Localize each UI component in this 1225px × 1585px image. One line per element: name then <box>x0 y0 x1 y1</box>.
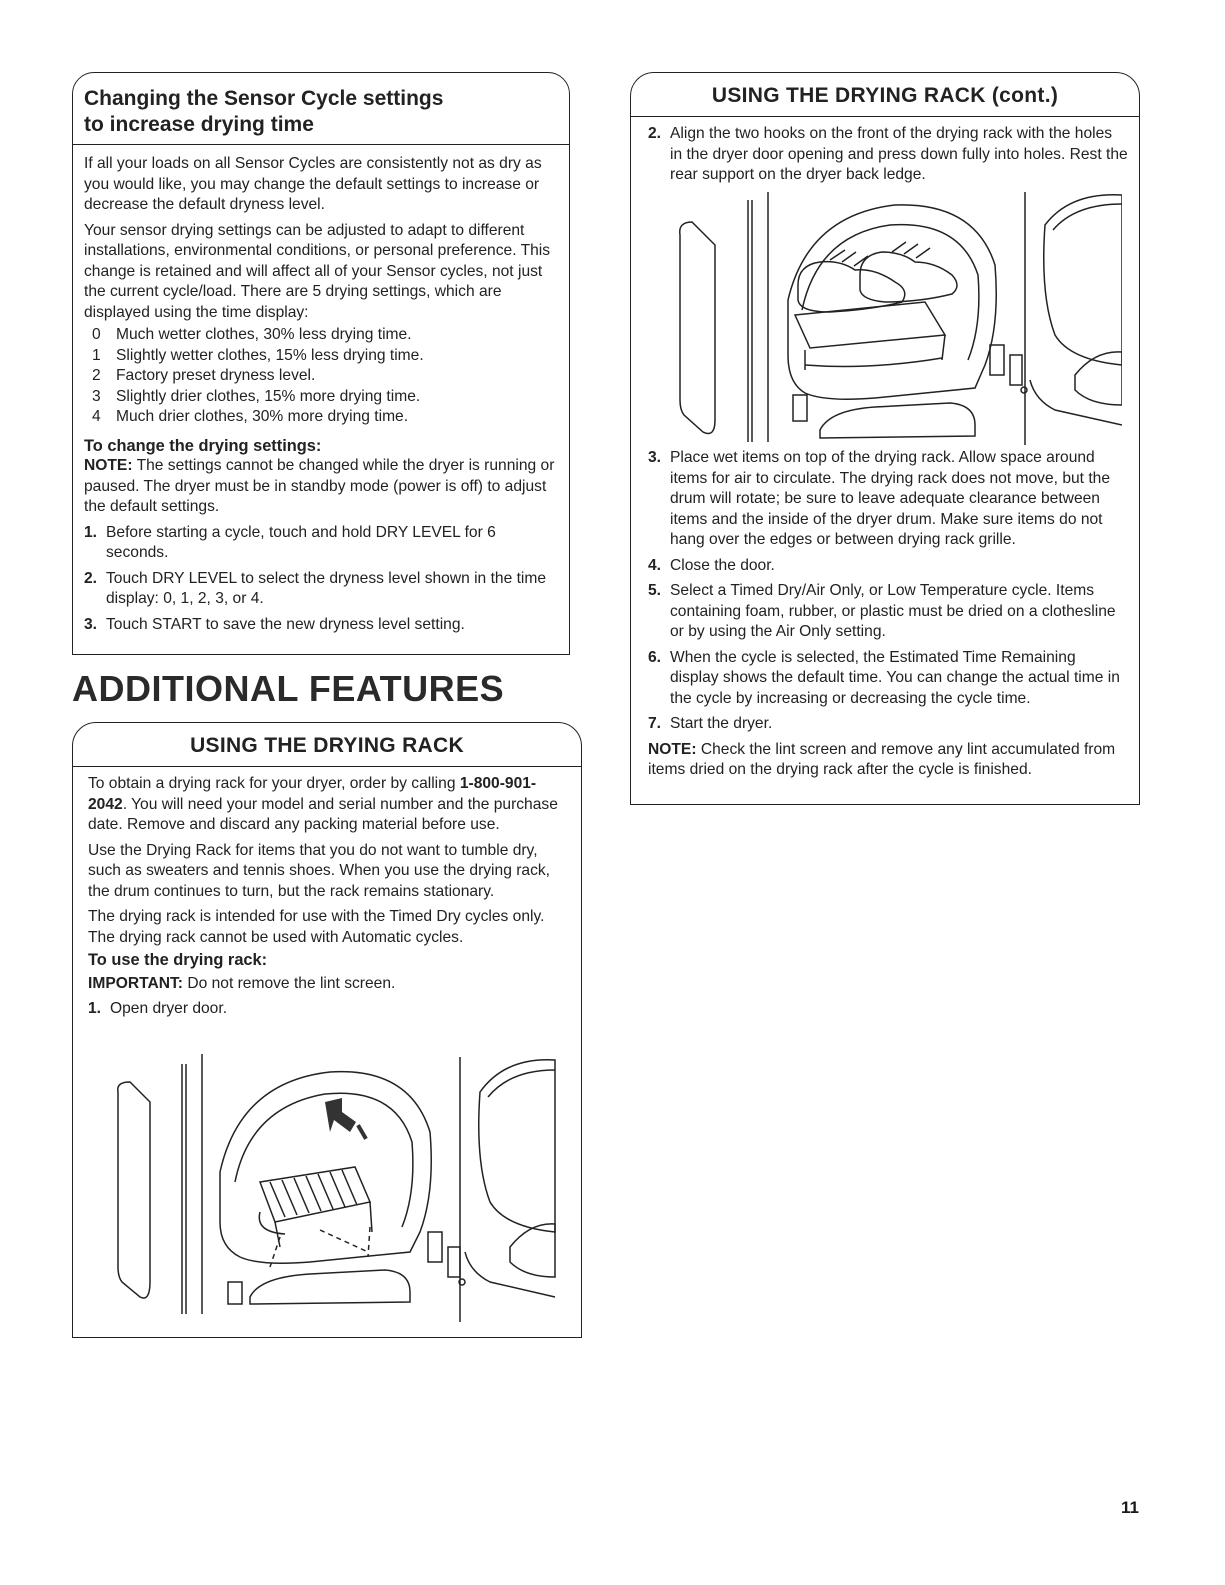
change-settings-subhead: To change the drying settings: <box>84 436 322 455</box>
note-label: NOTE: <box>648 740 697 758</box>
rack-paragraph-1: To obtain a drying rack for your dryer, order by calling 1-800-901-2042. You will need your model and serial number and the purchase date. Remove and discard any packing material before use. <box>88 775 558 833</box>
shoe-shape <box>798 262 905 312</box>
sensor-intro-paragraph-2: Your sensor drying settings can be adjusted to adapt to different installations, environmental conditions, or personal preference. This change is retained and will affect all of your Sensor cycles, not just the current cycle/load. There are 5 drying settings, which are displayed using the time display: <box>84 221 551 321</box>
sensor-box-title <box>84 86 443 138</box>
dryness-level-item: 3 Slightly drier clothes, 15% more drying time. <box>92 387 421 405</box>
sensor-box-title-rule <box>72 144 570 145</box>
note-text: Check the lint screen and remove any lint accumulated from items dried on the drying rack after the cycle is finished. <box>648 740 1116 778</box>
rack-step: 2. Align the two hooks on the front of the drying rack with the holes in the dryer door opening and press down fully into holes. Rest the rear support on the dryer back ledge. <box>648 125 1128 183</box>
additional-features-heading: ADDITIONAL FEATURES <box>72 668 505 709</box>
dryness-level-item: 1 Slightly wetter clothes, 15% less drying time. <box>92 346 424 364</box>
dryness-level-list <box>84 325 562 428</box>
important-text: Do not remove the lint screen. <box>183 974 396 992</box>
open-dryer-illustration <box>110 1052 560 1322</box>
rack-cont-note <box>648 740 1128 781</box>
note-label: NOTE: <box>84 457 133 474</box>
sensor-cycle-box <box>72 72 570 655</box>
rack-paragraph-3: The drying rack is intended for use with the Timed Dry cycles only. The drying rack cannot be used with Automatic cycles. <box>88 908 545 946</box>
shoes-on-rack-illustration <box>670 190 1122 445</box>
rack-steps-list <box>88 999 568 1020</box>
rack-cont-step2-list <box>648 124 1128 186</box>
sensor-steps-list <box>84 523 562 636</box>
sensor-box-title-line1: Changing the Sensor Cycle settings <box>84 87 444 110</box>
drying-rack-box <box>72 722 582 1338</box>
sensor-box-body <box>84 154 562 640</box>
use-rack-subhead: To use the drying rack: <box>88 951 268 969</box>
rack-cont-title-rule <box>630 116 1140 117</box>
note-text: The settings cannot be changed while the dryer is running or paused. The dryer must be in standby mode (power is off) to adjust the default settings. <box>84 457 555 515</box>
dryness-level-item: 2 Factory preset dryness level. <box>92 367 316 384</box>
rack-step: 1. Open dryer door. <box>88 1000 228 1017</box>
drying-rack-cont-box <box>630 72 1140 805</box>
rack-paragraph-2: Use the Drying Rack for items that you do not want to tumble dry, such as sweaters and tennis shoes. When you use the drying rack, the drum continues to turn, but the rack remains stationary. <box>88 841 550 900</box>
order-phone-number: 1-800-901-2042 <box>88 775 537 813</box>
rack-cont-title: USING THE DRYING RACK (cont.) <box>711 84 1059 107</box>
important-label: IMPORTANT: <box>88 974 183 992</box>
insertion-arrow-icon <box>325 1098 368 1140</box>
sensor-intro-paragraph-1: If all your loads on all Sensor Cycles are consistently not as dry as you would like, you may change the default settings to increase or decrease the default dryness level. <box>84 155 542 213</box>
rack-step: 6. When the cycle is selected, the Estimated Time Remaining display shows the default time. You can change the actual time in the cycle by increasing or decreasing the cycle time. <box>648 648 1120 707</box>
rack-step: 3. Place wet items on top of the drying rack. Allow space around items for air to circulate. The drying rack does not move, but the drum will rotate; be sure to leave adequate clearance between items and the inside of the dryer drum. Make sure items do not hang over the edges or between drying rack grille. <box>648 449 1111 548</box>
rack-cont-body <box>648 448 1128 786</box>
dryness-level-item: 4 Much drier clothes, 30% more drying time. <box>92 408 409 425</box>
important-note <box>88 974 568 995</box>
sensor-step: 2. Touch DRY LEVEL to select the dryness level shown in the time display: 0, 1, 2, 3, or 4. <box>84 569 547 607</box>
rack-box-title: USING THE DRYING RACK <box>190 734 464 757</box>
page-number: 11 <box>1121 1498 1139 1517</box>
sensor-note <box>84 456 562 518</box>
rack-step: 7. Start the dryer. <box>648 715 773 732</box>
dryness-level-item: 0 Much wetter clothes, 30% less drying time. <box>92 326 412 343</box>
sensor-box-title-line2: to increase drying time <box>84 113 314 136</box>
rack-step: 4. Close the door. <box>648 556 775 574</box>
rack-cont-steps-list <box>648 448 1128 735</box>
rack-step: 5. Select a Timed Dry/Air Only, or Low Temperature cycle. Items containing foam, rubber, or plastic must be dried on a clothesline or by using the Air Only setting. <box>648 582 1116 640</box>
rack-cont-step2 <box>648 124 1128 191</box>
rack-box-body <box>88 774 568 1025</box>
sensor-step: 3. Touch START to save the new dryness level setting. <box>84 615 465 633</box>
rack-box-title-rule <box>72 766 582 767</box>
sensor-step: 1. Before starting a cycle, touch and hold DRY LEVEL for 6 seconds. <box>84 523 496 561</box>
